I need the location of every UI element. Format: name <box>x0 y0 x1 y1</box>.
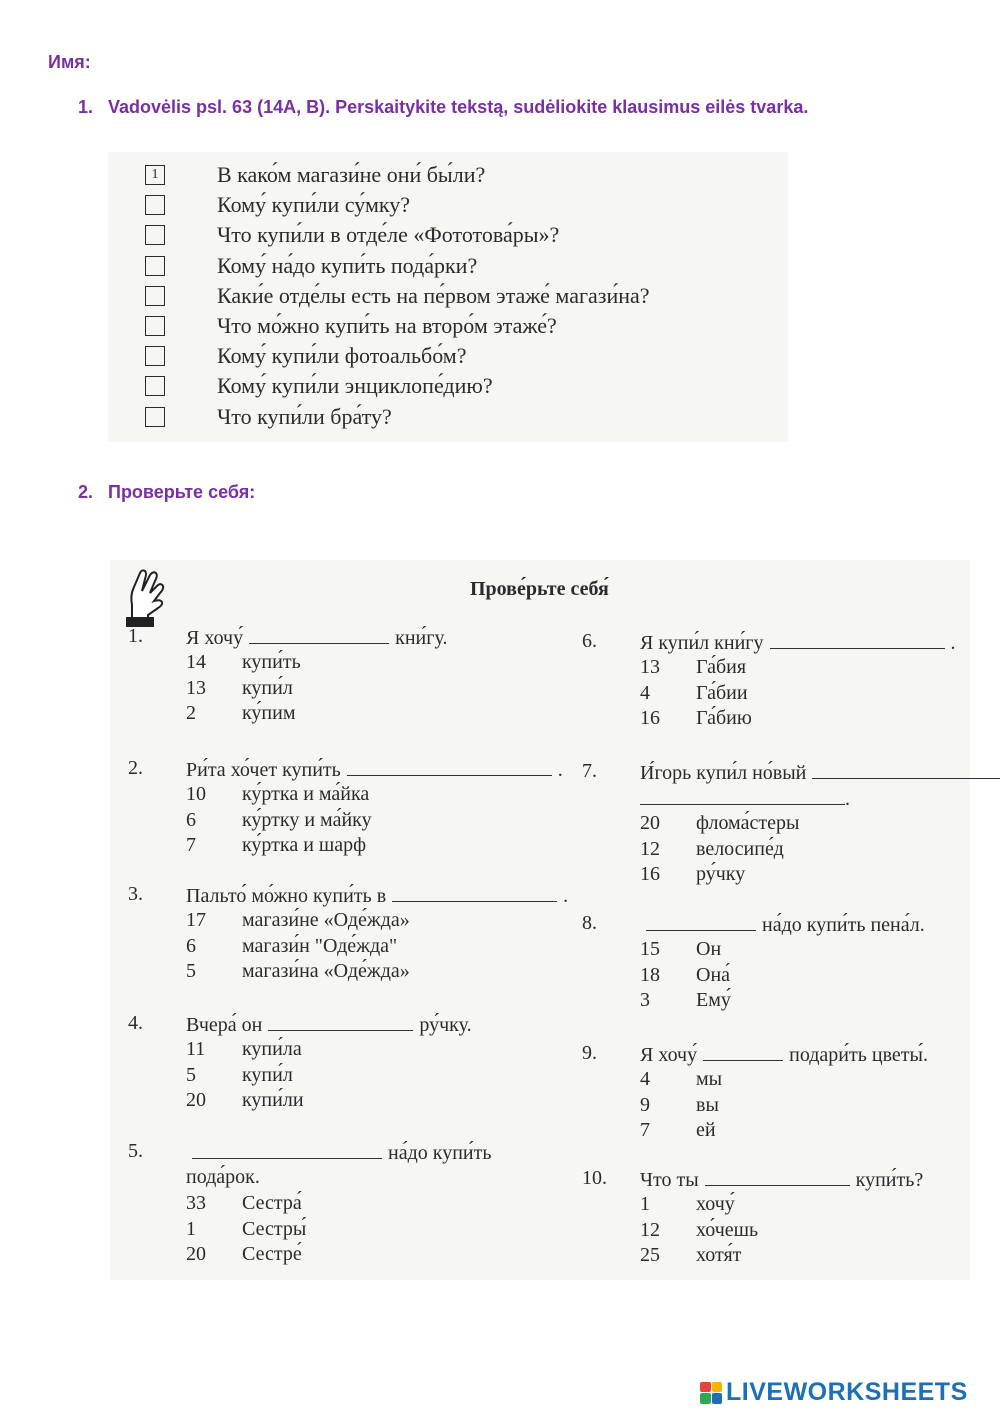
liveworksheets-logo <box>700 1378 968 1407</box>
question-row <box>145 190 765 220</box>
answer-option <box>640 707 752 730</box>
option-text: Сестре́ <box>242 1243 302 1265</box>
option-score: 7 <box>640 1119 650 1141</box>
answer-blank[interactable] <box>640 786 845 805</box>
answer-blank[interactable] <box>812 760 1000 779</box>
option-text: Она́ <box>696 963 731 986</box>
option-score: 4 <box>640 681 650 704</box>
option-score: 16 <box>640 707 660 729</box>
option-score: 6 <box>186 934 196 957</box>
question-before-blank: Что ты <box>640 1169 699 1191</box>
item-question <box>186 883 568 908</box>
answer-blank[interactable] <box>770 630 945 649</box>
answer-blank[interactable] <box>705 1167 850 1186</box>
option-text: ку́ртка и ма́йка <box>242 783 370 805</box>
option-text: Он <box>696 938 722 960</box>
order-box[interactable] <box>145 286 165 306</box>
answer-option <box>186 1038 302 1061</box>
item-number: 3. <box>128 883 143 905</box>
option-score: 25 <box>640 1244 660 1266</box>
item-number: 7. <box>582 760 597 782</box>
answer-option <box>186 935 397 958</box>
question-text: Кому́ купи́ли фотоальбо́м? <box>217 343 467 369</box>
question-row <box>145 281 765 311</box>
option-score: 13 <box>186 676 206 699</box>
option-score: 15 <box>640 938 660 960</box>
question-before-blank: Я хочу́ <box>640 1044 698 1066</box>
pointing-hand-icon <box>120 565 178 629</box>
question-text: Что купи́ли в отде́ле «Фототова́ры»? <box>217 222 560 248</box>
option-score: 12 <box>640 1218 660 1241</box>
answer-option <box>640 1244 741 1267</box>
question-row <box>145 251 765 281</box>
question-after-blank: . <box>557 759 563 781</box>
option-text: флома́стеры <box>696 812 800 834</box>
question-after-blank: купи́ть? <box>855 1169 924 1191</box>
answer-blank[interactable] <box>347 757 552 776</box>
item-question-continued <box>640 786 850 811</box>
logo-square <box>712 1393 723 1404</box>
answer-option <box>186 1218 306 1241</box>
test-item <box>128 1012 528 1142</box>
question-before-blank: И́горь купи́л но́вый <box>640 762 807 784</box>
order-box[interactable] <box>145 376 165 396</box>
order-box[interactable] <box>145 316 165 336</box>
answer-option <box>186 651 301 674</box>
item-number: 4. <box>128 1012 143 1034</box>
answer-blank[interactable] <box>703 1042 783 1061</box>
option-score: 1 <box>186 1217 196 1240</box>
option-text: ей <box>696 1119 716 1141</box>
test-item <box>582 760 982 890</box>
option-score: 18 <box>640 963 660 986</box>
option-text: велосипе́д <box>696 837 784 860</box>
question-before-blank: Я хочу́ <box>186 627 244 649</box>
item-number: 1. <box>128 625 143 647</box>
answer-option <box>640 1193 735 1216</box>
item-question <box>640 760 1000 785</box>
question-line-2: . <box>845 788 850 810</box>
test-item <box>582 1042 982 1172</box>
option-score: 6 <box>186 808 196 831</box>
answer-option <box>640 1219 758 1242</box>
item-number: 9. <box>582 1042 597 1064</box>
order-box[interactable] <box>145 256 165 276</box>
order-box[interactable] <box>145 195 165 215</box>
option-text: магази́на «Оде́жда» <box>242 960 410 982</box>
answer-blank[interactable] <box>646 912 756 931</box>
task-1-number: 1. <box>78 97 94 117</box>
option-score: 5 <box>186 1063 196 1086</box>
task-1-heading <box>78 97 808 118</box>
question-text: Что мо́жно купи́ть на второ́м этаже́? <box>217 312 557 338</box>
option-text: Ему́ <box>696 989 731 1011</box>
question-after-blank: . <box>950 632 956 654</box>
option-text: купи́л <box>242 1063 293 1086</box>
option-text: купи́л <box>242 676 293 699</box>
option-text: магази́н "Оде́жда" <box>242 934 398 957</box>
option-score: 13 <box>640 656 660 678</box>
test-item <box>582 912 982 1042</box>
question-text: Что купи́ли бра́ту? <box>217 403 392 429</box>
answer-option <box>186 834 366 857</box>
option-score: 16 <box>640 863 660 885</box>
option-text: ку́ртку и ма́йку <box>242 808 372 831</box>
answer-option <box>186 702 296 725</box>
question-before-blank: Вчера́ он <box>186 1014 263 1036</box>
option-text: хочу́ <box>696 1193 735 1215</box>
task-2-text: Проверьте себя: <box>108 482 256 502</box>
answer-option <box>640 682 748 705</box>
item-question <box>186 625 447 650</box>
question-row <box>145 341 765 371</box>
question-after-blank: на́до купи́ть <box>388 1142 492 1164</box>
option-score: 2 <box>186 702 196 724</box>
test-item <box>582 630 982 760</box>
item-question <box>186 1012 472 1037</box>
item-number: 8. <box>582 912 597 934</box>
question-after-blank: на́до купи́ть пена́л. <box>762 914 925 936</box>
question-row <box>145 371 765 401</box>
answer-option <box>640 838 784 861</box>
logo-square <box>712 1382 723 1393</box>
question-before-blank: Ри́та хо́чет купи́ть <box>186 759 341 781</box>
option-score: 20 <box>186 1243 206 1265</box>
question-text: Кому́ купи́ли энциклопе́дию? <box>217 373 493 399</box>
question-before-blank: Я купи́л кни́гу <box>640 632 764 654</box>
option-text: ку́ртка и шарф <box>242 834 367 856</box>
question-row <box>145 160 765 190</box>
question-text: Кому́ купи́ли су́мку? <box>217 192 411 218</box>
order-box[interactable] <box>145 225 165 245</box>
item-number: 5. <box>128 1140 143 1162</box>
question-list <box>145 160 765 432</box>
option-score: 3 <box>640 989 650 1011</box>
answer-option <box>186 677 293 700</box>
item-question <box>640 912 925 937</box>
test-item <box>128 883 569 1013</box>
option-text: купи́ла <box>242 1038 302 1060</box>
test-item <box>128 625 528 755</box>
question-after-blank: подари́ть цветы́. <box>789 1044 928 1066</box>
answer-option <box>640 1068 722 1091</box>
test-item <box>128 1140 528 1270</box>
option-text: магази́не «Оде́жда» <box>242 909 410 931</box>
option-text: Га́бии <box>696 681 748 704</box>
answer-option <box>186 960 410 983</box>
liveworksheets-logo-icon <box>700 1382 722 1404</box>
answer-option <box>186 1243 302 1266</box>
item-number: 2. <box>128 757 143 779</box>
option-score: 1 <box>640 1193 650 1215</box>
answer-option <box>186 1089 304 1112</box>
option-score: 20 <box>640 812 660 834</box>
option-text: хотя́т <box>696 1244 742 1266</box>
answer-option <box>186 809 372 832</box>
answer-blank[interactable] <box>192 1140 382 1159</box>
answer-option <box>640 989 731 1012</box>
logo-square <box>700 1393 711 1404</box>
option-score: 4 <box>640 1068 650 1090</box>
question-row <box>145 220 765 250</box>
test-title: Прове́рьте себя́ <box>470 578 609 600</box>
option-text: Сестра́ <box>242 1192 302 1214</box>
answer-option <box>640 964 730 987</box>
logo-square <box>700 1382 711 1393</box>
question-after-blank: . <box>563 885 569 907</box>
option-score: 12 <box>640 837 660 860</box>
answer-option <box>640 812 799 835</box>
option-text: ру́чку <box>696 863 746 885</box>
answer-blank[interactable] <box>392 883 557 902</box>
question-before-blank: Пальто́ мо́жно купи́ть в <box>186 885 387 907</box>
question-after-blank: ру́чку. <box>419 1014 472 1036</box>
question-row <box>145 311 765 341</box>
answer-option <box>640 1094 719 1117</box>
item-number: 6. <box>582 630 597 652</box>
answer-blank[interactable] <box>249 625 389 644</box>
option-text: ку́пим <box>242 702 296 724</box>
question-text: Кому́ на́до купи́ть пода́рки? <box>217 252 478 278</box>
option-text: мы <box>696 1068 723 1090</box>
option-score: 14 <box>186 651 206 673</box>
question-text: В како́м магази́не они́ бы́ли? <box>217 162 486 187</box>
answer-option <box>186 909 410 932</box>
order-box[interactable]: 1 <box>145 165 165 185</box>
answer-option <box>186 1064 293 1087</box>
question-after-blank: кни́гу. <box>395 627 448 649</box>
answer-option <box>640 938 721 961</box>
option-score: 11 <box>186 1038 206 1060</box>
item-question-continued <box>186 1166 260 1189</box>
item-question <box>186 757 563 782</box>
answer-option <box>640 863 745 886</box>
option-score: 33 <box>186 1192 206 1214</box>
option-text: хо́чешь <box>696 1218 759 1241</box>
test-item <box>582 1167 982 1297</box>
option-score: 9 <box>640 1093 650 1116</box>
item-question <box>640 1167 923 1192</box>
option-text: купи́ть <box>242 651 301 673</box>
answer-option <box>640 1119 716 1142</box>
option-score: 5 <box>186 960 196 982</box>
item-number: 10. <box>582 1167 607 1189</box>
test-item <box>128 757 563 887</box>
answer-blank[interactable] <box>268 1012 413 1031</box>
option-text: вы <box>696 1093 719 1116</box>
answer-option <box>186 1192 302 1215</box>
item-question <box>640 1042 928 1067</box>
question-text: Каки́е отде́лы есть на пе́рвом этаже́ магази́на? <box>217 282 650 308</box>
item-question <box>640 630 956 655</box>
answer-option <box>186 783 369 806</box>
option-score: 20 <box>186 1089 206 1111</box>
option-score: 17 <box>186 909 206 931</box>
answer-option <box>640 656 746 679</box>
logo-text: LIVEWORKSHEETS <box>726 1378 968 1406</box>
order-box[interactable] <box>145 346 165 366</box>
option-text: Сестры́ <box>242 1217 307 1240</box>
option-score: 10 <box>186 783 206 805</box>
question-line-2: пода́рок. <box>186 1166 260 1188</box>
option-text: купи́ли <box>242 1089 304 1111</box>
option-score: 7 <box>186 834 196 856</box>
item-question <box>186 1140 491 1165</box>
task-2-number: 2. <box>78 482 94 502</box>
name-label: Имя: <box>48 52 91 72</box>
option-text: Га́бию <box>696 707 752 729</box>
question-row <box>145 402 765 432</box>
order-box[interactable] <box>145 407 165 427</box>
task-2-heading <box>78 482 255 503</box>
task-1-text: Vadovėlis psl. 63 (14A, B). Perskaitykite tekstą, sudėliokite klausimus eilės tvarka. <box>108 97 809 117</box>
option-text: Га́бия <box>696 656 747 678</box>
